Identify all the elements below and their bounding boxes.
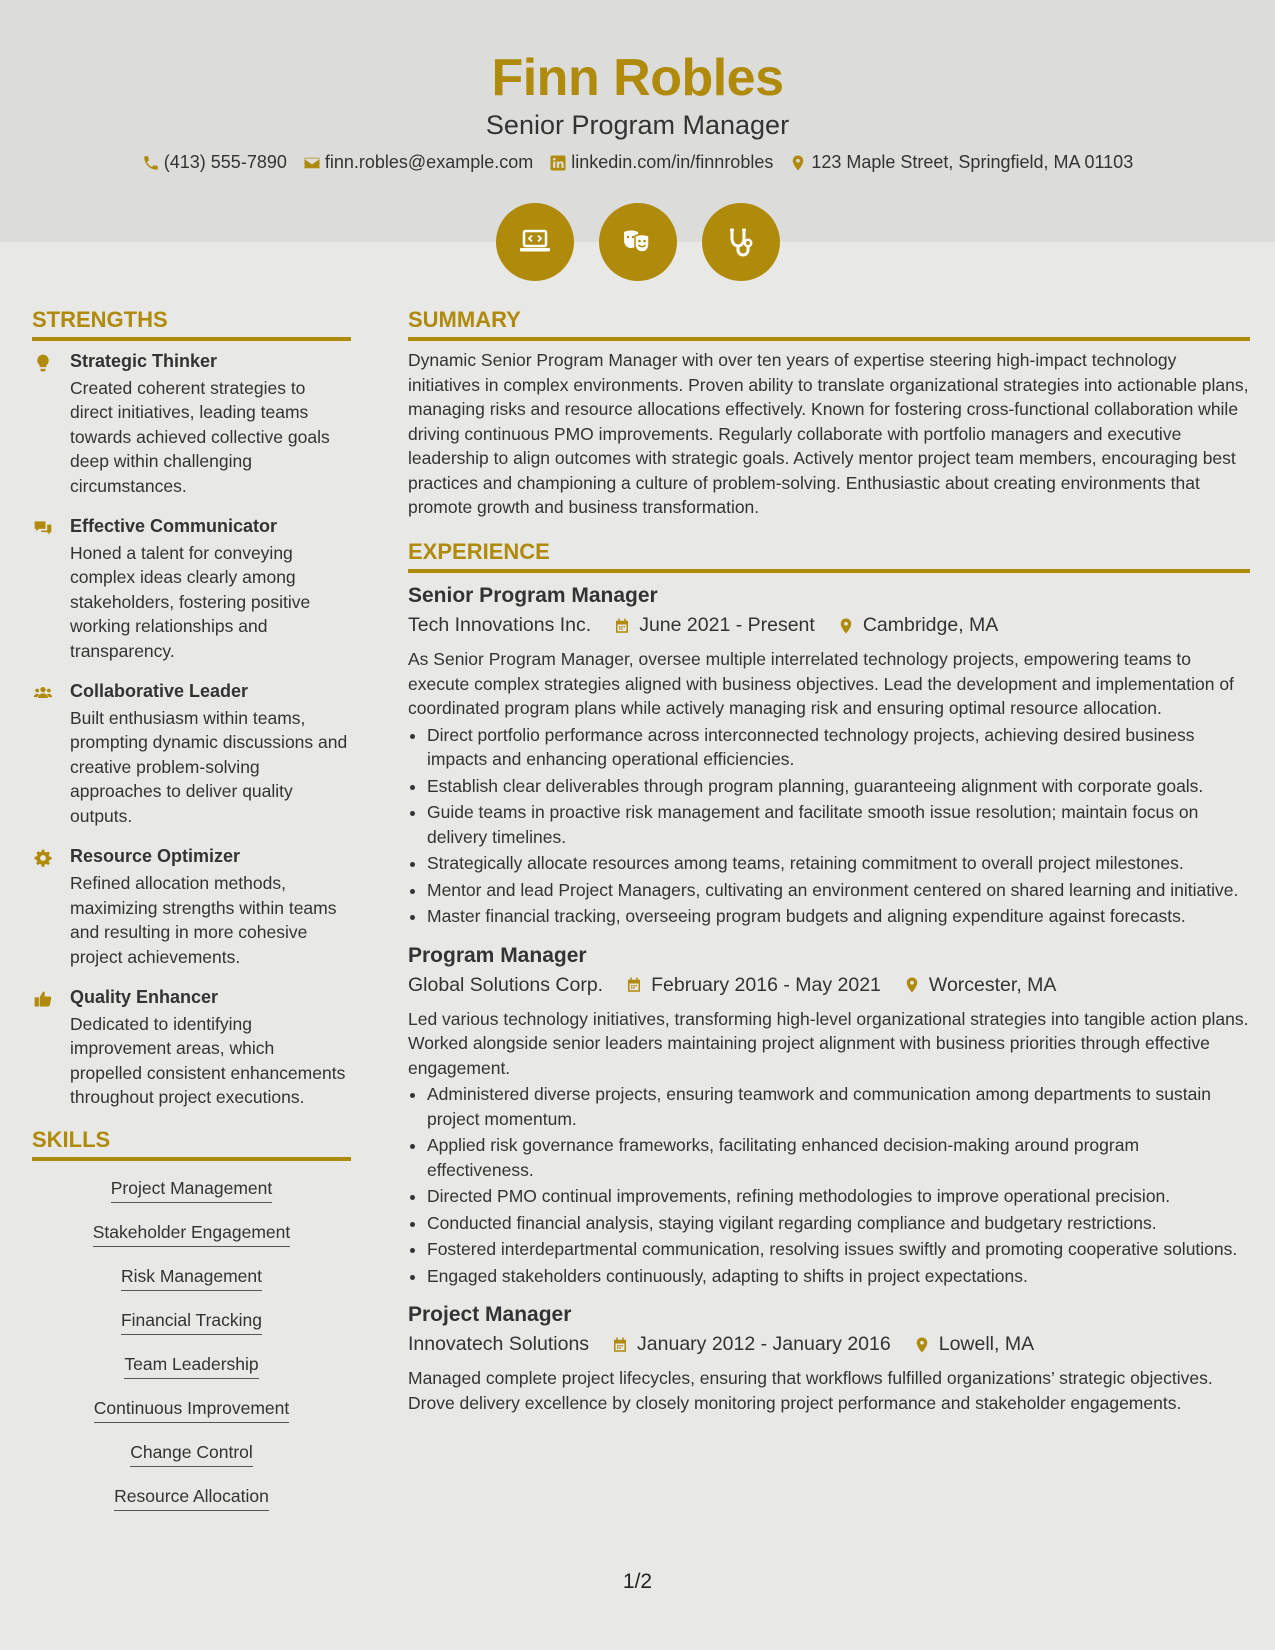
skill-item: Stakeholder Engagement bbox=[93, 1222, 291, 1247]
job-dates: June 2021 - Present bbox=[639, 614, 815, 637]
contact-phone[interactable] bbox=[142, 152, 287, 173]
badge-theater-masks bbox=[599, 203, 677, 281]
address-text: 123 Maple Street, Springfield, MA 01103 bbox=[811, 152, 1134, 172]
map-marker-icon bbox=[837, 616, 855, 636]
email-text: finn.robles@example.com bbox=[324, 152, 534, 172]
map-marker-icon bbox=[789, 154, 807, 172]
stethoscope-icon bbox=[721, 222, 761, 262]
skill-item: Team Leadership bbox=[124, 1354, 258, 1379]
contact-address bbox=[789, 152, 1133, 173]
laptop-code-icon bbox=[515, 222, 555, 262]
map-marker-icon bbox=[903, 975, 921, 995]
envelope-icon bbox=[303, 154, 321, 172]
job-bullet: • Strategically allocate resources among teams, retaining commitment to overall project milestones. bbox=[427, 851, 1250, 876]
experience-heading: EXPERIENCE bbox=[408, 540, 1250, 573]
job-location: Lowell, MA bbox=[938, 1333, 1035, 1356]
job-description: Managed complete project lifecycles, ensuring that workflows fulfilled organizations’ strategic objectives. Drove delivery excellence by closely monitoring project performance and stakeholder engagements. bbox=[408, 1368, 1213, 1413]
strength-item bbox=[32, 351, 351, 498]
strength-title: Strategic Thinker bbox=[70, 351, 218, 372]
job-bullets bbox=[408, 1082, 1250, 1288]
candidate-title: Senior Program Manager bbox=[485, 110, 790, 140]
job-bullet: • Master financial tracking, overseeing program budgets and aligning expenditure against forecasts. bbox=[427, 904, 1250, 929]
job-bullet: • Establish clear deliverables through program planning, guaranteeing alignment with corporate goals. bbox=[427, 774, 1250, 799]
skill-item: Risk Management bbox=[121, 1266, 262, 1291]
strength-title: Quality Enhancer bbox=[70, 987, 219, 1008]
job-role: Project Manager bbox=[408, 1303, 572, 1327]
job-bullet: • Administered diverse projects, ensuring teamwork and communication among departments to sustain project momentum. bbox=[427, 1082, 1250, 1131]
job-bullets bbox=[408, 723, 1250, 929]
strength-desc: Created coherent strategies to direct initiatives, leading teams towards achieved collective goals deep within challenging circumstances. bbox=[70, 377, 330, 496]
contact-row bbox=[0, 152, 1275, 173]
skill-item: Continuous Improvement bbox=[94, 1398, 290, 1423]
skills-heading: SKILLS bbox=[32, 1128, 351, 1161]
candidate-name: Finn Robles bbox=[491, 49, 784, 107]
strength-desc: Refined allocation methods, maximizing strengths within teams and resulting in more cohesive project achievements. bbox=[70, 873, 337, 967]
strength-desc: Honed a talent for conveying complex ideas clearly among stakeholders, fostering positive working relationships and transparency. bbox=[70, 542, 311, 661]
strength-desc: Built enthusiasm within teams, prompting dynamic discussions and creative problem-solving approaches to deliver quality outputs. bbox=[70, 707, 348, 826]
strength-item bbox=[32, 516, 351, 663]
skill-item: Change Control bbox=[130, 1442, 253, 1467]
summary-text: Dynamic Senior Program Manager with over ten years of expertise steering high-impact technology initiatives in complex environments. Proven ability to translate organizational strategies into actionable plans, managing risks and resource allocations effectively. Known for fostering cross-functional collaboration while driving continuous PMO improvements. Regularly collaborate with portfolio managers and executive leadership to align outcomes with strategic goals. Actively mentor project team members, encouraging best practices and championing a culture of problem-solving. Enthusiastic about creating environments that promote growth and business transformation. bbox=[408, 350, 1249, 518]
contact-linkedin[interactable] bbox=[549, 152, 773, 173]
job-bullet: • Conducted financial analysis, staying vigilant regarding compliance and budgetary restrictions. bbox=[427, 1211, 1250, 1236]
job-bullet: • Fostered interdepartmental communication, resolving issues swiftly and promoting cooperative solutions. bbox=[427, 1237, 1250, 1262]
skill-item: Financial Tracking bbox=[121, 1310, 262, 1335]
comments-icon bbox=[32, 518, 54, 538]
job-company: Innovatech Solutions bbox=[408, 1333, 590, 1356]
users-icon bbox=[32, 683, 54, 703]
gear-icon bbox=[32, 848, 54, 868]
job-role: Senior Program Manager bbox=[408, 583, 658, 607]
job-company: Tech Innovations Inc. bbox=[408, 614, 592, 637]
interest-badges bbox=[0, 203, 1275, 281]
phone-icon bbox=[142, 154, 160, 172]
job-bullet: • Mentor and lead Project Managers, cultivating an environment centered on shared learning and initiative. bbox=[427, 878, 1250, 903]
skill-item: Project Management bbox=[111, 1178, 272, 1203]
left-column bbox=[32, 308, 351, 1523]
contact-email[interactable] bbox=[303, 152, 533, 173]
thumbs-up-icon bbox=[32, 989, 54, 1009]
calendar-icon bbox=[611, 1335, 629, 1355]
job-location: Cambridge, MA bbox=[862, 614, 999, 637]
right-column bbox=[408, 308, 1250, 1429]
summary-heading: SUMMARY bbox=[408, 308, 1250, 341]
job-description: Led various technology initiatives, transforming high-level organizational strategies into tangible action plans. Worked alongside senior leaders maintaining project alignment with business priorities through effective engagement. bbox=[408, 1008, 1249, 1078]
strength-desc: Dedicated to identifying improvement areas, which propelled consistent enhancements throughout project executions. bbox=[70, 1013, 346, 1108]
calendar-icon bbox=[613, 616, 631, 636]
job-bullet: • Applied risk governance frameworks, facilitating enhanced decision-making around program effectiveness. bbox=[427, 1133, 1250, 1182]
linkedin-text: linkedin.com/in/finnrobles bbox=[571, 152, 774, 172]
calendar-icon bbox=[625, 975, 643, 995]
strengths-heading: STRENGTHS bbox=[32, 308, 351, 341]
job-bullet: • Direct portfolio performance across interconnected technology projects, achieving desired business impacts and enhancing operational efficiencies. bbox=[427, 723, 1250, 772]
job-description: As Senior Program Manager, oversee multiple interrelated technology projects, empowering teams to execute complex strategies aligned with business objectives. Lead the development and implementation of coordinated program plans while actively managing risk and ensuring optimal resource allocation. bbox=[408, 649, 1234, 719]
job-location: Worcester, MA bbox=[928, 973, 1057, 996]
skill-item: Resource Allocation bbox=[114, 1486, 269, 1511]
strength-title: Effective Communicator bbox=[70, 516, 278, 537]
job-meta bbox=[408, 614, 1250, 637]
job-entry bbox=[408, 583, 1250, 929]
job-meta bbox=[408, 1333, 1250, 1356]
lightbulb-icon bbox=[32, 353, 54, 373]
page-number: 1/2 bbox=[622, 1570, 653, 1593]
job-bullet: • Engaged stakeholders continuously, adapting to shifts in project expectations. bbox=[427, 1264, 1250, 1289]
strength-item bbox=[32, 681, 351, 828]
job-bullet: • Directed PMO continual improvements, refining methodologies to improve operational precision. bbox=[427, 1184, 1250, 1209]
phone-text: (413) 555-7890 bbox=[163, 152, 287, 172]
linkedin-icon bbox=[549, 154, 567, 172]
job-entry bbox=[408, 943, 1250, 1289]
job-role: Program Manager bbox=[408, 943, 587, 967]
map-marker-icon bbox=[913, 1335, 931, 1355]
theater-masks-icon bbox=[618, 222, 658, 262]
job-bullet: • Guide teams in proactive risk management and facilitate smooth issue resolution; maintain focus on delivery timelines. bbox=[427, 800, 1250, 849]
strength-title: Resource Optimizer bbox=[70, 846, 241, 867]
job-meta bbox=[408, 974, 1250, 997]
badge-laptop-code bbox=[496, 203, 574, 281]
job-dates: February 2016 - May 2021 bbox=[651, 973, 881, 996]
job-dates: January 2012 - January 2016 bbox=[637, 1333, 891, 1356]
strength-item bbox=[32, 846, 351, 969]
skill-list bbox=[32, 1171, 351, 1523]
job-company: Global Solutions Corp. bbox=[408, 973, 604, 996]
strength-item bbox=[32, 987, 351, 1110]
badge-stethoscope bbox=[702, 203, 780, 281]
strength-title: Collaborative Leader bbox=[70, 681, 249, 702]
job-entry bbox=[408, 1302, 1250, 1415]
